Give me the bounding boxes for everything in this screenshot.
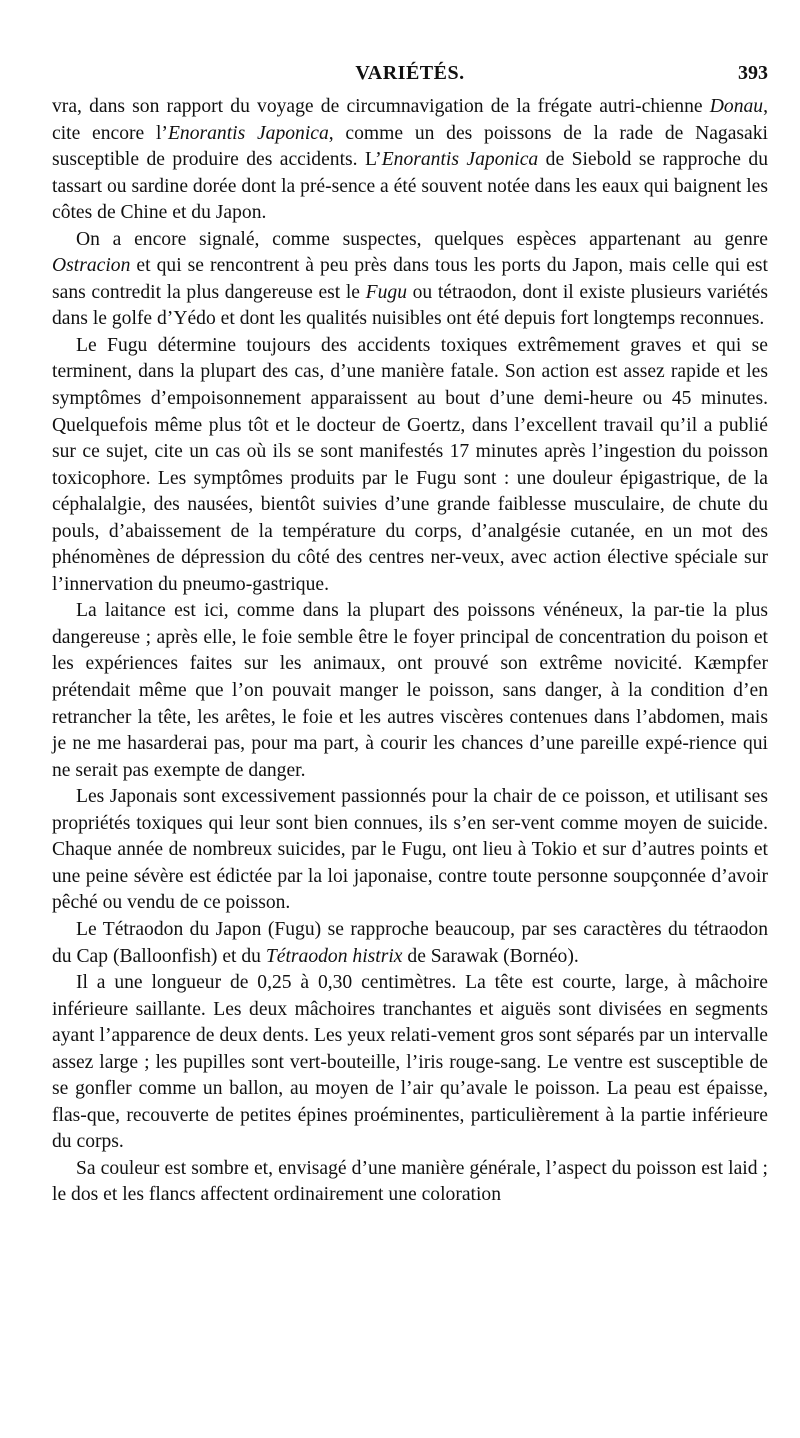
italic-term: Enorantis Japonica [167, 122, 329, 144]
text-run: Il a une longueur de 0,25 à 0,30 centimètres. La tête est courte, large, à mâchoire inférieure saillante. Les deux mâchoires tranchantes et aiguës sont divisées en segments ayant l’apparence de deux dents. Les yeux relati-vement gros sont séparés par un intervalle assez large ; les pupilles sont vert-bouteille, l’iris rouge-sang. Le ventre est susceptible de se gonfler comme un ballon, au moyen de l’air qu’avale le poisson. La peau est épaisse, flas-que, recouverte de petites épines proéminentes, particulièrement à la partie inférieure du corps. [52, 972, 768, 1153]
page-number: 393 [738, 62, 768, 84]
text-run: La laitance est ici, comme dans la plupart des poissons vénéneux, la par-tie la plus dangereuse ; après elle, le foie semble être le foyer principal de concentration du poison et les expériences faites sur les animaux, ont prouvé son extrême novicité. Kæmpfer prétendait même que l’on pouvait manger le poisson, sans danger, à la condition d’en retrancher la tête, les arêtes, le foie et les autres viscères contenues dans l’abdomen, mais je ne me hasarderai pas, pour ma part, à courir les chances d’une pareille expé-rience qui ne serait pas exempte de danger. [52, 600, 768, 781]
paragraph [52, 970, 768, 1156]
text-run: Les Japonais sont excessivement passionnés pour la chair de ce poisson, et utilisant ses propriétés toxiques qui leur sont bien connues, ils s’en ser-vent comme moyen de suicide. Chaque année de nombreux suicides, par le Fugu, ont lieu à Tokio et sur d’autres points et une peine sévère est édictée par la loi japonaise, contre toute personne soupçonnée d’avoir pêché ou vendu de ce poisson. [52, 786, 768, 914]
text-run: ou tétraodon, dont il existe plusieurs variétés dans le golfe d’Yédo et dont les qualités nuisibles ont été depuis fort longtemps reconnues. [52, 281, 768, 330]
text-run: Le Fugu détermine toujours des accidents toxiques extrêmement graves et qui se terminent, dans la plupart des cas, d’une manière fatale. Son action est assez rapide et les symptômes d’empoisonnement apparaissent au bout d’une demi-heure ou 45 minutes. Quelquefois même plus tôt et le docteur de Goertz, dans l’excellent travail qu’il a publié sur ce sujet, cite un cas où ils se sont manifestés 17 minutes après l’ingestion du poisson toxicophore. Les symptômes produits par le Fugu sont : une douleur épigastrique, de la céphalalgie, des nausées, bientôt suivies d’une grande faiblesse musculaire, de chute du pouls, d’abaissement de la température du corps, d’analgésie cutanée, en un mot des phénomènes de dépression du côté des centres ner-veux, avec action élective spéciale sur l’innervation du pneumo-gastrique. [52, 334, 768, 595]
running-head [52, 56, 768, 92]
text-run: , comme un des poissons de la rade de Nagasaki susceptible de produire des accidents. L’ [52, 122, 768, 171]
paragraph [52, 784, 768, 917]
text-run: de Sarawak (Bornéo). [402, 945, 579, 967]
paragraph [52, 917, 768, 970]
text-run: de Siebold se rapproche du tassart ou sardine dorée dont la pré-sence a été souvent notée dans les eaux qui baignent les côtes de Chine et du Japon. [52, 149, 769, 224]
text-run: vra, dans son rapport du voyage de circumnavigation de la frégate autri-chienne [52, 96, 710, 117]
text-run: Sa couleur est sombre et, envisagé d’une manière générale, l’aspect du poisson est laid ; le dos et les flancs affectent ordinairement une coloration [52, 1157, 768, 1206]
italic-term: Fugu [365, 281, 407, 303]
text-run: , cite encore l’ [52, 96, 768, 144]
running-title: VARIÉTÉS. [355, 62, 465, 84]
italic-term: Donau [709, 96, 764, 117]
italic-term: Tétraodon histrix [265, 945, 403, 967]
paragraph [52, 94, 768, 227]
italic-term: Ostracion [52, 255, 131, 277]
italic-term: Enorantis Japonica [381, 149, 539, 171]
text-run: On a encore signalé, comme suspectes, quelques espèces appartenant au genre [76, 228, 768, 250]
book-page [52, 56, 768, 1209]
paragraph [52, 1156, 768, 1209]
text-run: et qui se rencontrent à peu près dans tous les ports du Japon, mais celle qui est sans contredit la plus dangereuse est le [52, 255, 768, 303]
text-run: Le Tétraodon du Japon (Fugu) se rapproche beaucoup, par ses caractères du tétraodon du Cap (Balloonfish) et du [52, 918, 768, 967]
body-text [52, 94, 768, 1209]
paragraph [52, 333, 768, 598]
paragraph [52, 598, 768, 784]
paragraph [52, 227, 768, 333]
